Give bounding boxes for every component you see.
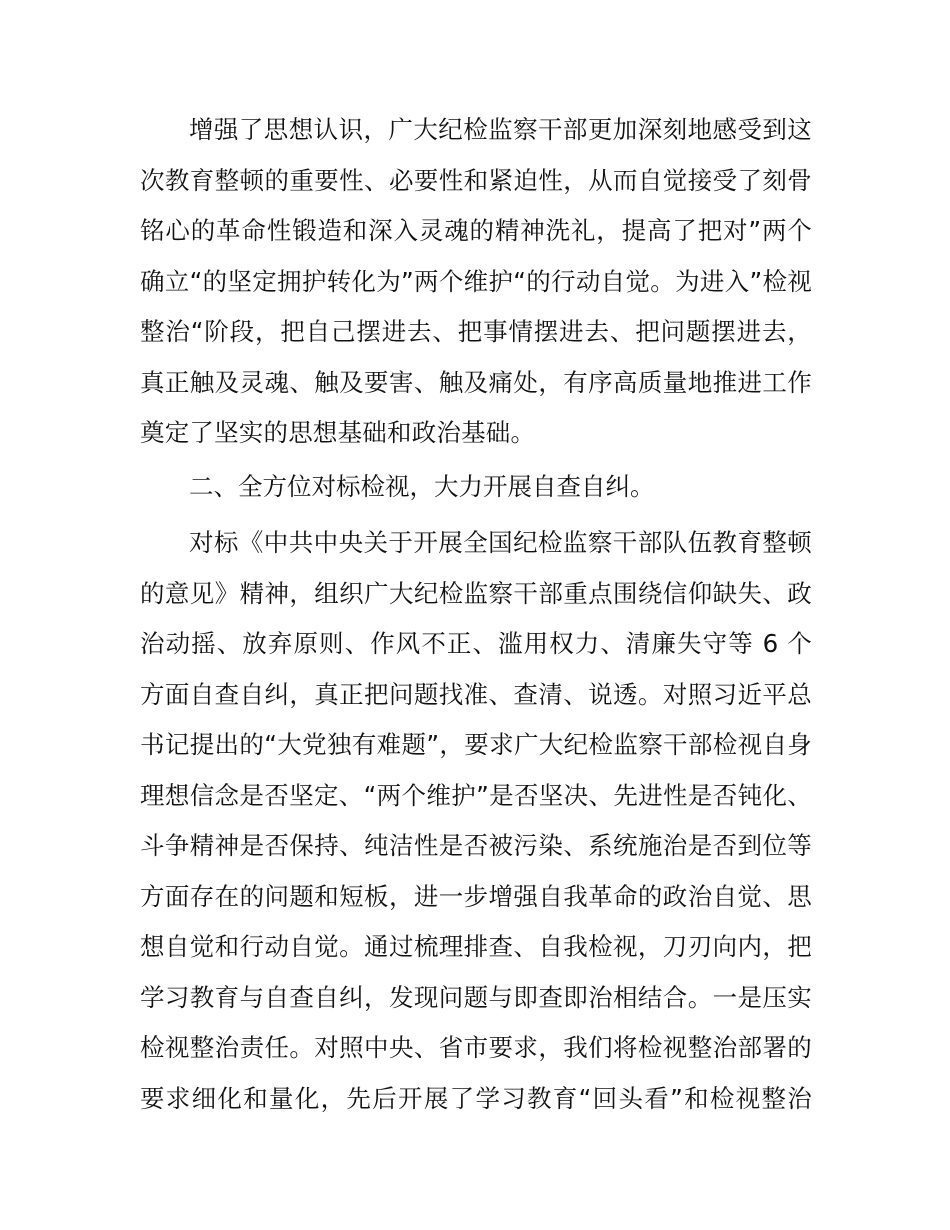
paragraph-line: 奠定了坚实的思想基础和政治基础。 bbox=[140, 418, 536, 447]
paragraph-line: 方面自查自纠，真正把问题找准、查清、说透。对照习近平总 bbox=[140, 679, 812, 709]
paragraph-line: 次教育整顿的重要性、必要性和紧迫性，从而自觉接受了刻骨 bbox=[140, 165, 812, 195]
paragraph-line: 真正触及灵魂、触及要害、触及痛处，有序高质量地推进工作 bbox=[140, 367, 812, 397]
paragraph-line: 检视整治责任。对照中央、省市要求，我们将检视整治部署的 bbox=[140, 1033, 812, 1062]
paragraph-line: 对标《中共中央关于开展全国纪检监察干部队伍教育整顿 bbox=[189, 528, 812, 557]
paragraph-line: 增强了思想认识，广大纪检监察干部更加深刻地感受到这 bbox=[189, 115, 812, 144]
paragraph-self-inspection bbox=[140, 518, 812, 1124]
paragraph-line: 斗争精神是否保持、纯洁性是否被污染、系统施治是否到位等 bbox=[140, 831, 812, 860]
paragraph-line: 的意见》精神，组织广大纪检监察干部重点围绕信仰缺失、政 bbox=[140, 578, 812, 608]
paragraph-line: 确立“的坚定拥护转化为”两个维护“的行动自觉。为进入”检视 bbox=[140, 266, 812, 296]
paragraph-line: 学习教育与自查自纠，发现问题与即查即治相结合。一是压实 bbox=[140, 982, 812, 1012]
paragraph-line: 铭心的革命性锻造和深入灵魂的精神洗礼，提高了把对”两个 bbox=[140, 216, 812, 245]
paragraph-line: 书记提出的“大党独有难题”，要求广大纪检监察干部检视自身 bbox=[140, 730, 812, 759]
paragraph-line: 治动摇、放弃原则、作风不正、滥用权力、清廉失守等 6 个 bbox=[140, 629, 812, 658]
paragraph-line: 要求细化和量化，先后开展了学习教育“回头看”和检视整治 bbox=[140, 1083, 812, 1113]
paragraph-line: 理想信念是否坚定、“两个维护”是否坚决、先进性是否钝化、 bbox=[140, 780, 812, 810]
section-heading: 二、全方位对标检视，大力开展自查自纠。 bbox=[189, 472, 655, 501]
paragraph-line: 整治“阶段，把自己摆进去、把事情摆进去、把问题摆进去， bbox=[140, 317, 812, 346]
paragraph-thought-awareness bbox=[140, 105, 812, 459]
paragraph-line: 方面存在的问题和短板，进一步增强自我革命的政治自觉、思 bbox=[140, 881, 812, 911]
paragraph-line: 想自觉和行动自觉。通过梳理排查、自我检视，刀刃向内，把 bbox=[140, 932, 812, 961]
